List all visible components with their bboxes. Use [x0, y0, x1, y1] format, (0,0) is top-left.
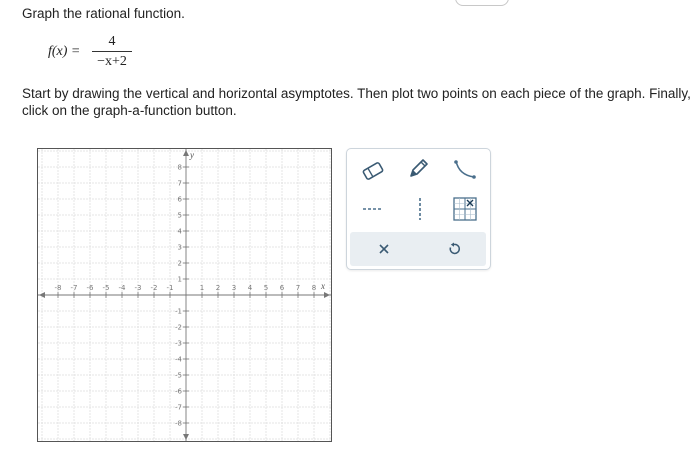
graph-function-icon: [452, 196, 478, 222]
vertical-asymptote-icon: [414, 195, 426, 223]
graph-function-tool[interactable]: [451, 195, 479, 223]
x-tick-label: 7: [295, 284, 301, 292]
y-tick-label: -3: [175, 339, 182, 348]
x-tick-label: 1: [199, 284, 205, 292]
graph-toolbox: [346, 148, 491, 270]
x-tick-label: -1: [166, 284, 174, 292]
y-tick-label: -1: [175, 307, 182, 316]
y-tick-label: 8: [177, 163, 182, 172]
undo-icon: [447, 242, 461, 256]
y-tick-label: -2: [175, 323, 182, 332]
x-tick-label: -5: [102, 284, 110, 292]
x-tick-label: 3: [231, 284, 237, 292]
y-tick-label: -4: [175, 355, 182, 364]
x-tick-label: 5: [263, 284, 269, 292]
y-axis-label: y: [190, 150, 194, 160]
top-tab[interactable]: [455, 0, 509, 6]
clear-icon: [377, 242, 391, 256]
eraser-icon: [361, 161, 385, 181]
horizontal-asymptote-tool[interactable]: [359, 195, 387, 223]
y-tick-label: 2: [177, 259, 182, 268]
fraction-bar: [92, 51, 132, 52]
y-tick-label: 3: [177, 243, 182, 252]
action-bar: [350, 232, 486, 266]
denominator: −x+2: [97, 54, 127, 69]
clear-button[interactable]: [364, 235, 404, 263]
x-tick-label: 4: [247, 284, 253, 292]
x-tick-label: 6: [279, 284, 285, 292]
y-tick-label: 1: [177, 275, 182, 284]
graph-canvas[interactable]: [37, 148, 332, 442]
x-tick-label: 8: [311, 284, 317, 292]
instructions: Start by drawing the vertical and horizontal asymptotes. Then plot two points on each piece of the graph. Finally, click on the graph-a-function button.: [22, 86, 691, 118]
x-tick-label: 2: [215, 284, 221, 292]
vertical-asymptote-tool[interactable]: [406, 195, 434, 223]
x-axis-arrow-right: [324, 292, 330, 298]
y-tick-label: 5: [177, 211, 182, 220]
coordinate-plane[interactable]: [38, 149, 331, 441]
pencil-tool[interactable]: [404, 155, 432, 183]
eraser-tool[interactable]: [359, 157, 387, 185]
x-tick-label: -8: [54, 284, 62, 292]
numerator: 4: [108, 34, 116, 49]
y-tick-label: -8: [175, 419, 182, 428]
x-tick-label: -2: [150, 284, 158, 292]
y-tick-label: 6: [177, 195, 182, 204]
fraction: [92, 34, 132, 70]
y-tick-label: -7: [175, 403, 182, 412]
pencil-icon: [406, 157, 430, 181]
x-tick-label: -6: [86, 284, 94, 292]
horizontal-asymptote-icon: [360, 203, 386, 215]
y-tick-label: -6: [175, 387, 182, 396]
x-tick-label: -4: [118, 284, 126, 292]
question-prompt: Graph the rational function.: [22, 6, 185, 21]
y-tick-label: 7: [177, 179, 182, 188]
x-axis-label: x: [321, 281, 325, 291]
curve-tool[interactable]: [451, 157, 479, 185]
undo-button[interactable]: [434, 235, 474, 263]
y-tick-label: -5: [175, 371, 182, 380]
y-tick-label: 4: [177, 227, 182, 236]
x-tick-label: -7: [70, 284, 78, 292]
x-tick-label: -3: [134, 284, 142, 292]
curve-tool-icon: [452, 159, 478, 183]
function-name: f(x) =: [48, 44, 81, 59]
